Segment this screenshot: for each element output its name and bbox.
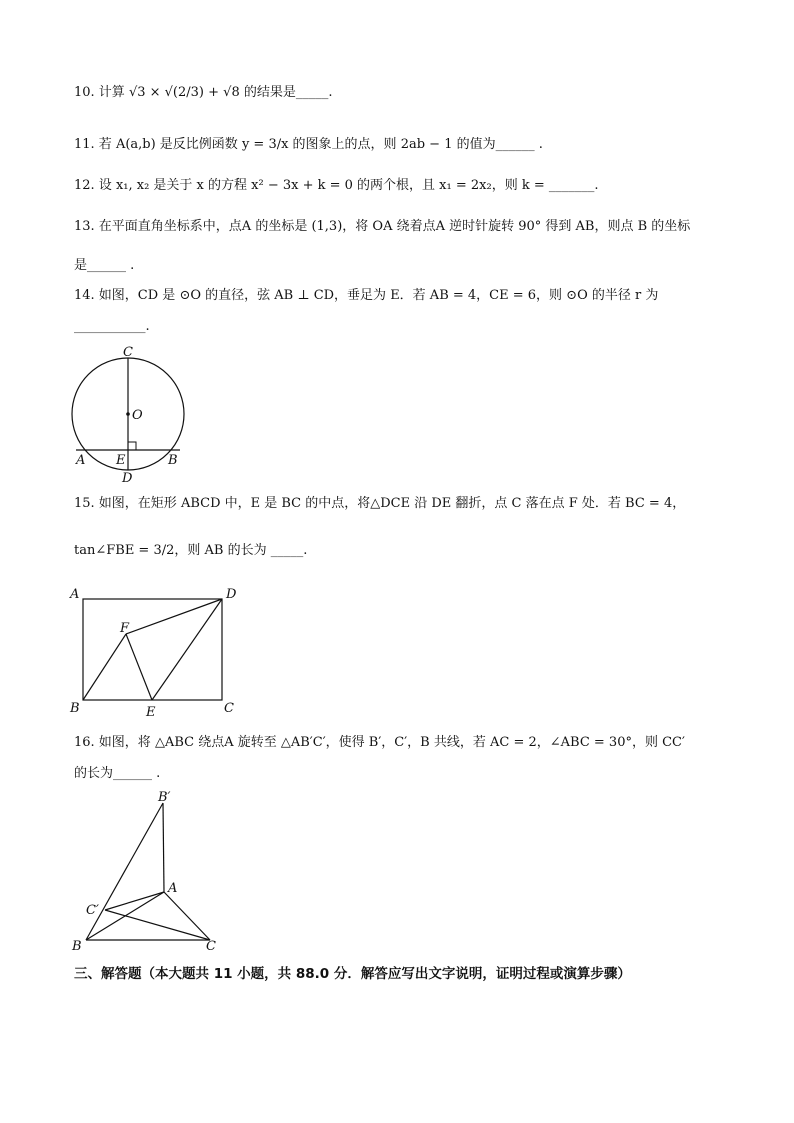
question-15-text-1: 15. 如图，在矩形 ABCD 中，E 是 BC 的中点，将△DCE 沿 DE 翻折，点 C 落在点 F 处．若 BC = 4，	[74, 496, 686, 511]
segment-fe	[126, 634, 152, 700]
question-10	[74, 84, 332, 102]
question-13-text-1: 13. 在平面直角坐标系中，点A 的坐标是 (1,3)，将 OA 绕着点A 逆时针旋转 90° 得到 AB，则点 B 的坐标	[74, 219, 691, 234]
label-c: C	[123, 345, 133, 360]
label-e: E	[116, 453, 126, 468]
question-16-line-1	[74, 734, 685, 752]
label-a: A	[168, 881, 178, 896]
right-angle-mark	[128, 442, 136, 450]
center-point	[126, 412, 130, 416]
label-c1: C′	[86, 903, 99, 918]
label-d: D	[226, 587, 237, 602]
label-f: F	[120, 621, 130, 636]
question-14-text-2: ___________.	[74, 319, 150, 334]
question-14-text-1: 14. 如图，CD 是 ⊙O 的直径，弦 AB ⊥ CD，垂足为 E．若 AB = 4，CE = 6，则 ⊙O 的半径 r 为	[74, 288, 659, 303]
figure-15-rectangle-diagram	[66, 584, 246, 720]
question-16-text-2: 的长为______ .	[74, 766, 161, 781]
figure-14-circle-diagram	[62, 340, 202, 488]
label-b: B	[168, 453, 178, 468]
question-12-text: 12. 设 x₁, x₂ 是关于 x 的方程 x² − 3x + k = 0 的两个根，且 x₁ = 2x₂，则 k = _______.	[74, 178, 599, 193]
question-16-text-1: 16. 如图，将 △ABC 绕点A 旋转至 △AB′C′，使得 B′，C′，B 共线，若 AC = 2，∠ABC = 30°，则 CC′	[74, 735, 685, 750]
segment-bf	[83, 634, 126, 700]
segment-a-c	[164, 892, 210, 940]
question-14-line-2	[74, 318, 150, 336]
question-11-text: 11. 若 A(a,b) 是反比例函数 y = 3/x 的图象上的点，则 2ab − 1 的值为______ .	[74, 137, 543, 152]
rectangle-abcd	[83, 599, 222, 700]
label-b: B	[70, 701, 80, 716]
question-15-line-1	[74, 495, 685, 513]
label-a: A	[70, 587, 80, 602]
question-14-line-1	[74, 287, 658, 305]
question-16-line-2	[74, 765, 160, 783]
segment-b-b1	[86, 803, 163, 940]
segment-fd	[126, 599, 222, 634]
question-15-line-2	[74, 542, 307, 560]
segment-b1-a	[163, 803, 164, 892]
section-heading: 三、解答题（本大题共 11 小题，共 88.0 分．解答应写出文字说明，证明过程或演算步骤）	[74, 966, 631, 982]
label-a: A	[76, 453, 86, 468]
question-15-text-2: tan∠FBE = 3/2，则 AB 的长为 _____.	[74, 543, 308, 558]
label-c: C	[224, 701, 234, 716]
label-d: D	[122, 471, 133, 486]
question-12	[74, 177, 599, 195]
label-b: B	[72, 939, 82, 954]
label-b1: B′	[158, 790, 171, 805]
segment-c1-a	[105, 892, 164, 910]
segment-ed	[152, 599, 222, 700]
label-c: C	[206, 939, 216, 954]
segment-c1-c	[105, 910, 210, 940]
question-13-line-1	[74, 218, 690, 236]
question-13-line-2	[74, 257, 134, 275]
question-13-text-2: 是______ .	[74, 258, 135, 273]
figure-16-rotation-diagram	[64, 786, 234, 954]
question-10-text: 10. 计算 √3 × √(2/3) + √8 的结果是_____.	[74, 85, 333, 100]
label-o: O	[132, 408, 143, 423]
label-e: E	[146, 705, 156, 720]
question-11	[74, 136, 543, 154]
